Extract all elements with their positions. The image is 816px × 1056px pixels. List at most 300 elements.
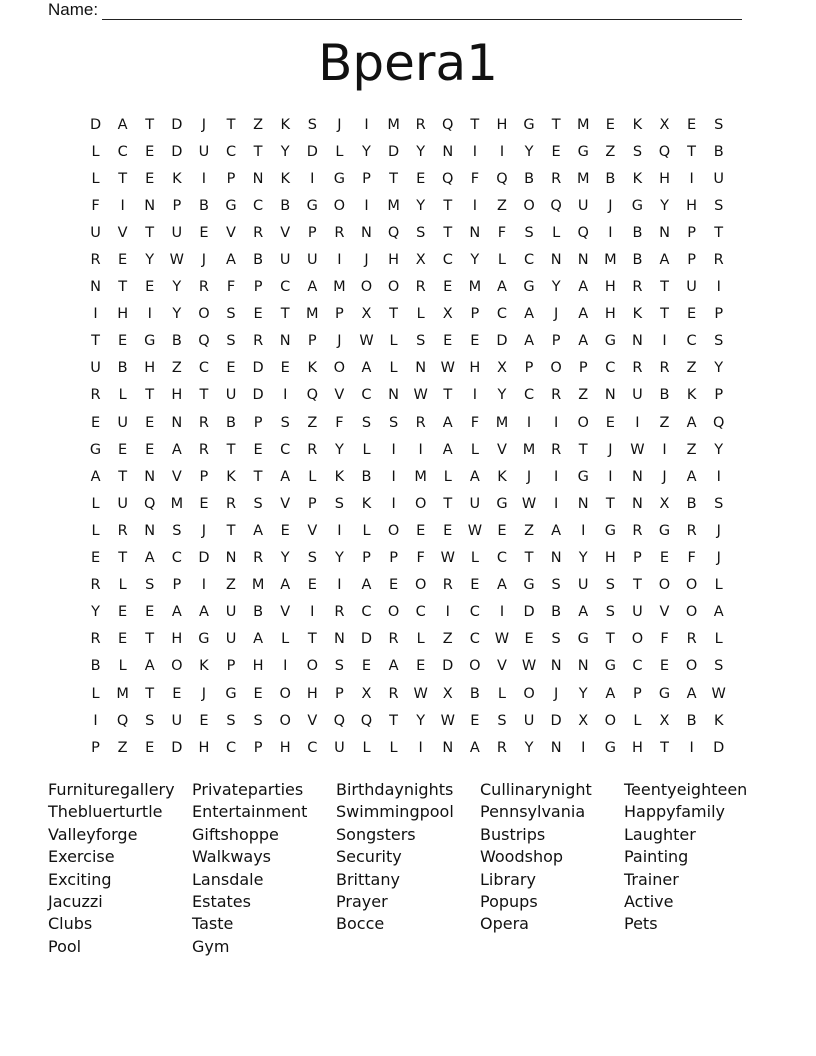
grid-letter[interactable]: V: [659, 604, 670, 621]
grid-letter[interactable]: G: [333, 170, 346, 187]
grid-letter[interactable]: L: [443, 468, 452, 485]
grid-letter[interactable]: I: [445, 604, 450, 621]
grid-letter[interactable]: K: [632, 170, 643, 187]
grid-letter[interactable]: D: [523, 604, 535, 621]
grid-letter[interactable]: S: [307, 116, 317, 133]
grid-letter[interactable]: V: [280, 495, 291, 512]
grid-letter[interactable]: Q: [306, 387, 318, 404]
grid-letter[interactable]: N: [252, 170, 264, 187]
grid-letter[interactable]: O: [550, 360, 562, 377]
grid-letter[interactable]: M: [495, 414, 509, 431]
grid-letter[interactable]: E: [145, 143, 155, 160]
grid-letter[interactable]: A: [659, 252, 670, 269]
grid-letter[interactable]: X: [442, 685, 453, 702]
grid-letter[interactable]: F: [470, 170, 480, 187]
grid-letter[interactable]: T: [226, 441, 236, 458]
grid-letter[interactable]: R: [90, 252, 101, 269]
name-blank-line[interactable]: [102, 3, 742, 20]
grid-letter[interactable]: V: [307, 712, 318, 729]
grid-letter[interactable]: I: [608, 468, 613, 485]
grid-letter[interactable]: G: [604, 522, 616, 539]
grid-letter[interactable]: N: [631, 468, 643, 485]
grid-letter[interactable]: E: [416, 658, 426, 675]
grid-letter[interactable]: I: [93, 712, 98, 729]
grid-letter[interactable]: R: [415, 279, 426, 296]
grid-letter[interactable]: I: [283, 387, 288, 404]
grid-letter[interactable]: B: [253, 252, 264, 269]
grid-letter[interactable]: P: [633, 685, 642, 702]
grid-letter[interactable]: E: [145, 441, 155, 458]
grid-letter[interactable]: L: [335, 143, 344, 160]
grid-letter[interactable]: Y: [714, 360, 724, 377]
grid-letter[interactable]: T: [660, 306, 669, 323]
grid-letter[interactable]: D: [252, 360, 264, 377]
grid-letter[interactable]: P: [687, 252, 696, 269]
grid-letter[interactable]: Z: [496, 197, 507, 214]
grid-letter[interactable]: Q: [333, 712, 346, 729]
grid-letter[interactable]: O: [414, 495, 427, 512]
grid-letter[interactable]: A: [578, 604, 589, 621]
grid-letter[interactable]: J: [364, 252, 369, 269]
grid-letter[interactable]: P: [226, 170, 236, 187]
grid-letter[interactable]: O: [685, 577, 698, 594]
grid-letter[interactable]: R: [415, 116, 426, 133]
grid-letter[interactable]: J: [526, 468, 532, 485]
grid-letter[interactable]: R: [551, 387, 562, 404]
grid-letter[interactable]: I: [526, 414, 532, 431]
grid-letter[interactable]: O: [279, 712, 291, 729]
grid-letter[interactable]: T: [443, 387, 453, 404]
grid-letter[interactable]: Y: [280, 143, 290, 160]
grid-letter[interactable]: D: [387, 143, 400, 160]
grid-letter[interactable]: I: [689, 739, 694, 756]
grid-letter[interactable]: O: [658, 577, 671, 594]
grid-letter[interactable]: T: [605, 631, 615, 648]
grid-letter[interactable]: R: [659, 360, 670, 377]
grid-letter[interactable]: U: [117, 414, 128, 431]
grid-letter[interactable]: L: [118, 658, 127, 675]
grid-letter[interactable]: T: [632, 577, 642, 594]
grid-letter[interactable]: E: [90, 550, 101, 567]
grid-letter[interactable]: E: [470, 712, 480, 729]
grid-letter[interactable]: B: [226, 414, 236, 431]
grid-letter[interactable]: G: [144, 333, 156, 350]
grid-letter[interactable]: C: [469, 631, 480, 648]
grid-letter[interactable]: C: [198, 360, 209, 377]
grid-letter[interactable]: Z: [307, 414, 318, 431]
grid-letter[interactable]: H: [604, 306, 616, 323]
grid-letter[interactable]: P: [578, 360, 588, 377]
grid-letter[interactable]: O: [360, 279, 373, 296]
grid-letter[interactable]: R: [713, 252, 724, 269]
grid-letter[interactable]: R: [415, 414, 426, 431]
grid-letter[interactable]: U: [686, 279, 697, 296]
grid-letter[interactable]: Q: [550, 197, 562, 214]
grid-letter[interactable]: V: [496, 658, 507, 675]
grid-letter[interactable]: S: [307, 550, 317, 567]
grid-letter[interactable]: R: [307, 441, 318, 458]
grid-letter[interactable]: R: [442, 577, 453, 594]
grid-letter[interactable]: C: [361, 604, 372, 621]
grid-letter[interactable]: Y: [524, 143, 534, 160]
grid-letter[interactable]: U: [306, 252, 318, 269]
grid-letter[interactable]: X: [659, 116, 670, 133]
grid-letter[interactable]: L: [118, 577, 127, 594]
grid-letter[interactable]: Q: [442, 116, 454, 133]
grid-letter[interactable]: X: [442, 306, 453, 323]
grid-letter[interactable]: D: [496, 333, 508, 350]
grid-letter[interactable]: I: [499, 604, 505, 621]
grid-letter[interactable]: R: [253, 333, 264, 350]
grid-letter[interactable]: A: [171, 604, 182, 621]
grid-letter[interactable]: A: [686, 468, 697, 485]
grid-letter[interactable]: I: [581, 739, 586, 756]
grid-letter[interactable]: S: [416, 333, 426, 350]
grid-letter[interactable]: K: [280, 116, 290, 133]
grid-letter[interactable]: P: [389, 550, 398, 567]
grid-letter[interactable]: K: [307, 360, 318, 377]
grid-letter[interactable]: E: [470, 577, 480, 594]
grid-letter[interactable]: I: [391, 441, 396, 458]
grid-letter[interactable]: H: [604, 279, 616, 296]
grid-letter[interactable]: I: [581, 522, 586, 539]
grid-letter[interactable]: O: [333, 360, 346, 377]
grid-letter[interactable]: J: [337, 333, 342, 350]
grid-letter[interactable]: M: [387, 116, 400, 133]
grid-letter[interactable]: B: [280, 197, 291, 214]
grid-letter[interactable]: Z: [524, 522, 535, 539]
grid-letter[interactable]: P: [551, 333, 561, 350]
grid-letter[interactable]: A: [253, 522, 264, 539]
grid-letter[interactable]: L: [91, 685, 100, 702]
grid-letter[interactable]: B: [524, 170, 535, 187]
grid-letter[interactable]: T: [226, 116, 236, 133]
grid-letter[interactable]: G: [306, 197, 318, 214]
grid-letter[interactable]: T: [226, 522, 236, 539]
grid-letter[interactable]: T: [145, 387, 155, 404]
grid-letter[interactable]: P: [307, 224, 317, 241]
grid-letter[interactable]: Y: [280, 550, 290, 567]
grid-letter[interactable]: C: [469, 604, 480, 621]
grid-letter[interactable]: S: [334, 495, 344, 512]
grid-letter[interactable]: Y: [416, 143, 426, 160]
grid-letter[interactable]: W: [440, 712, 455, 729]
grid-letter[interactable]: Y: [334, 550, 344, 567]
grid-letter[interactable]: M: [306, 306, 319, 323]
grid-letter[interactable]: Q: [198, 333, 210, 350]
grid-letter[interactable]: E: [199, 495, 209, 512]
grid-letter[interactable]: B: [361, 468, 372, 485]
grid-letter[interactable]: R: [388, 685, 399, 702]
grid-letter[interactable]: V: [226, 224, 236, 241]
grid-letter[interactable]: Z: [117, 739, 128, 756]
grid-letter[interactable]: R: [388, 631, 399, 648]
grid-letter[interactable]: T: [118, 468, 128, 485]
grid-letter[interactable]: X: [361, 685, 372, 702]
grid-letter[interactable]: M: [468, 279, 482, 296]
grid-letter[interactable]: U: [632, 387, 643, 404]
grid-letter[interactable]: Y: [551, 279, 561, 296]
grid-letter[interactable]: G: [577, 143, 589, 160]
grid-letter[interactable]: N: [550, 739, 562, 756]
grid-letter[interactable]: P: [335, 306, 344, 323]
grid-letter[interactable]: T: [578, 441, 588, 458]
grid-letter[interactable]: R: [253, 550, 264, 567]
grid-letter[interactable]: K: [361, 495, 372, 512]
grid-letter[interactable]: E: [388, 577, 399, 594]
grid-letter[interactable]: Z: [253, 116, 264, 133]
grid-letter[interactable]: L: [416, 306, 425, 323]
grid-letter[interactable]: Z: [442, 631, 453, 648]
grid-letter[interactable]: N: [604, 387, 616, 404]
grid-letter[interactable]: M: [251, 577, 265, 594]
grid-letter[interactable]: M: [333, 279, 346, 296]
grid-letter[interactable]: I: [554, 414, 559, 431]
grid-letter[interactable]: Q: [496, 170, 508, 187]
grid-letter[interactable]: R: [90, 577, 101, 594]
grid-letter[interactable]: Y: [172, 306, 182, 323]
grid-letter[interactable]: G: [631, 197, 644, 214]
grid-letter[interactable]: Y: [578, 685, 588, 702]
grid-letter[interactable]: F: [497, 224, 507, 241]
grid-letter[interactable]: I: [337, 577, 342, 594]
grid-letter[interactable]: E: [280, 522, 290, 539]
grid-letter[interactable]: P: [307, 495, 317, 512]
grid-letter[interactable]: N: [631, 333, 643, 350]
grid-letter[interactable]: R: [496, 739, 507, 756]
grid-letter[interactable]: N: [577, 495, 589, 512]
grid-letter[interactable]: H: [252, 658, 264, 675]
grid-letter[interactable]: Q: [658, 143, 671, 160]
grid-letter[interactable]: V: [496, 441, 507, 458]
grid-letter[interactable]: J: [337, 116, 342, 133]
grid-letter[interactable]: G: [225, 197, 237, 214]
grid-letter[interactable]: T: [389, 712, 398, 729]
grid-letter[interactable]: I: [147, 306, 152, 323]
grid-letter[interactable]: P: [253, 739, 263, 756]
grid-letter[interactable]: I: [472, 197, 477, 214]
grid-letter[interactable]: D: [89, 116, 102, 133]
grid-letter[interactable]: X: [361, 306, 372, 323]
grid-letter[interactable]: N: [577, 252, 589, 269]
grid-letter[interactable]: T: [145, 224, 155, 241]
grid-letter[interactable]: A: [524, 333, 534, 350]
grid-letter[interactable]: I: [554, 468, 559, 485]
grid-letter[interactable]: P: [633, 550, 642, 567]
grid-letter[interactable]: G: [523, 577, 535, 594]
grid-letter[interactable]: R: [686, 522, 697, 539]
grid-letter[interactable]: W: [494, 631, 510, 648]
grid-letter[interactable]: X: [578, 712, 589, 729]
grid-letter[interactable]: A: [496, 279, 507, 296]
grid-letter[interactable]: R: [632, 279, 643, 296]
grid-letter[interactable]: O: [387, 279, 400, 296]
grid-letter[interactable]: T: [145, 685, 155, 702]
grid-letter[interactable]: S: [253, 712, 263, 729]
grid-letter[interactable]: B: [551, 604, 562, 621]
grid-letter[interactable]: B: [198, 197, 209, 214]
grid-letter[interactable]: Q: [442, 170, 454, 187]
grid-letter[interactable]: W: [169, 252, 184, 269]
grid-letter[interactable]: C: [523, 387, 535, 404]
grid-letter[interactable]: M: [576, 170, 590, 187]
grid-letter[interactable]: N: [469, 224, 481, 241]
grid-letter[interactable]: Y: [524, 739, 534, 756]
grid-letter[interactable]: O: [414, 577, 427, 594]
grid-letter[interactable]: V: [117, 224, 128, 241]
grid-letter[interactable]: M: [522, 441, 536, 458]
grid-letter[interactable]: L: [118, 387, 127, 404]
grid-letter[interactable]: N: [361, 224, 372, 241]
grid-letter[interactable]: E: [416, 170, 426, 187]
grid-letter[interactable]: Y: [91, 604, 100, 621]
grid-letter[interactable]: B: [686, 712, 697, 729]
grid-letter[interactable]: Q: [577, 224, 589, 241]
grid-letter[interactable]: I: [310, 604, 315, 621]
grid-letter[interactable]: E: [118, 631, 128, 648]
grid-letter[interactable]: U: [523, 712, 535, 729]
grid-letter[interactable]: E: [687, 116, 697, 133]
grid-letter[interactable]: I: [418, 739, 423, 756]
grid-letter[interactable]: J: [554, 306, 559, 323]
grid-letter[interactable]: T: [145, 631, 155, 648]
grid-letter[interactable]: L: [362, 522, 371, 539]
grid-letter[interactable]: O: [685, 604, 698, 621]
grid-letter[interactable]: I: [364, 116, 369, 133]
grid-letter[interactable]: A: [361, 360, 372, 377]
grid-letter[interactable]: G: [658, 522, 671, 539]
grid-letter[interactable]: C: [632, 658, 643, 675]
grid-letter[interactable]: A: [171, 441, 182, 458]
grid-letter[interactable]: L: [389, 333, 398, 350]
grid-letter[interactable]: Z: [686, 360, 697, 377]
grid-letter[interactable]: Q: [387, 224, 400, 241]
grid-letter[interactable]: H: [279, 739, 291, 756]
grid-letter[interactable]: Z: [171, 360, 182, 377]
grid-letter[interactable]: C: [117, 143, 128, 160]
grid-letter[interactable]: I: [201, 577, 207, 594]
grid-letter[interactable]: A: [226, 252, 236, 269]
grid-letter[interactable]: O: [171, 658, 183, 675]
grid-letter[interactable]: F: [91, 197, 100, 214]
grid-letter[interactable]: I: [608, 224, 613, 241]
grid-letter[interactable]: D: [171, 116, 183, 133]
grid-letter[interactable]: C: [523, 252, 535, 269]
grid-letter[interactable]: N: [90, 279, 101, 296]
grid-letter[interactable]: D: [171, 143, 183, 160]
grid-letter[interactable]: E: [687, 306, 697, 323]
grid-letter[interactable]: T: [280, 306, 290, 323]
grid-letter[interactable]: H: [469, 360, 481, 377]
grid-letter[interactable]: P: [226, 658, 236, 675]
grid-letter[interactable]: P: [524, 360, 534, 377]
grid-letter[interactable]: I: [689, 170, 694, 187]
grid-letter[interactable]: G: [658, 685, 671, 702]
grid-letter[interactable]: I: [93, 306, 98, 323]
grid-letter[interactable]: E: [172, 685, 182, 702]
grid-letter[interactable]: L: [633, 712, 642, 729]
grid-letter[interactable]: R: [334, 604, 345, 621]
grid-letter[interactable]: N: [144, 468, 156, 485]
grid-letter[interactable]: H: [171, 387, 183, 404]
grid-letter[interactable]: J: [201, 252, 207, 269]
grid-letter[interactable]: G: [89, 441, 102, 458]
grid-letter[interactable]: S: [605, 604, 615, 621]
grid-letter[interactable]: K: [334, 468, 345, 485]
grid-letter[interactable]: E: [443, 522, 453, 539]
grid-letter[interactable]: I: [310, 170, 315, 187]
grid-letter[interactable]: U: [225, 387, 237, 404]
grid-letter[interactable]: F: [335, 414, 344, 431]
grid-letter[interactable]: C: [280, 441, 291, 458]
grid-letter[interactable]: E: [145, 170, 155, 187]
grid-letter[interactable]: S: [497, 712, 507, 729]
grid-letter[interactable]: T: [524, 550, 534, 567]
grid-letter[interactable]: R: [198, 279, 209, 296]
grid-letter[interactable]: I: [337, 252, 342, 269]
grid-letter[interactable]: A: [551, 522, 562, 539]
grid-letter[interactable]: S: [714, 495, 724, 512]
grid-letter[interactable]: A: [469, 739, 480, 756]
grid-letter[interactable]: P: [91, 739, 100, 756]
grid-letter[interactable]: X: [659, 712, 670, 729]
grid-letter[interactable]: N: [225, 550, 237, 567]
grid-letter[interactable]: D: [198, 550, 210, 567]
grid-letter[interactable]: I: [418, 441, 423, 458]
grid-letter[interactable]: U: [171, 712, 183, 729]
grid-letter[interactable]: E: [118, 604, 128, 621]
grid-letter[interactable]: N: [144, 522, 156, 539]
grid-letter[interactable]: U: [469, 495, 481, 512]
grid-letter[interactable]: J: [201, 116, 207, 133]
grid-letter[interactable]: C: [686, 333, 697, 350]
grid-letter[interactable]: E: [90, 414, 101, 431]
grid-letter[interactable]: Y: [497, 387, 507, 404]
grid-letter[interactable]: W: [630, 441, 645, 458]
grid-letter[interactable]: I: [337, 522, 342, 539]
grid-letter[interactable]: F: [660, 631, 669, 648]
grid-letter[interactable]: H: [604, 550, 616, 567]
grid-letter[interactable]: E: [470, 333, 480, 350]
grid-letter[interactable]: J: [662, 468, 667, 485]
grid-letter[interactable]: K: [632, 116, 643, 133]
grid-letter[interactable]: B: [632, 224, 643, 241]
grid-letter[interactable]: L: [714, 577, 723, 594]
grid-letter[interactable]: T: [91, 333, 100, 350]
grid-letter[interactable]: E: [416, 522, 426, 539]
grid-letter[interactable]: R: [198, 441, 209, 458]
grid-letter[interactable]: L: [362, 739, 371, 756]
grid-letter[interactable]: H: [117, 306, 129, 323]
grid-letter[interactable]: G: [225, 685, 237, 702]
grid-letter[interactable]: T: [714, 224, 724, 241]
grid-letter[interactable]: Q: [712, 414, 725, 431]
grid-letter[interactable]: Y: [578, 550, 588, 567]
grid-letter[interactable]: P: [714, 306, 724, 323]
grid-letter[interactable]: N: [171, 414, 183, 431]
grid-letter[interactable]: U: [225, 604, 237, 621]
grid-letter[interactable]: T: [605, 495, 615, 512]
grid-letter[interactable]: P: [253, 414, 263, 431]
grid-letter[interactable]: Q: [360, 712, 373, 729]
grid-letter[interactable]: R: [551, 441, 562, 458]
grid-letter[interactable]: I: [391, 468, 396, 485]
grid-letter[interactable]: L: [416, 631, 425, 648]
grid-letter[interactable]: T: [660, 279, 669, 296]
grid-letter[interactable]: U: [171, 224, 183, 241]
grid-letter[interactable]: G: [604, 333, 616, 350]
grid-letter[interactable]: R: [90, 631, 101, 648]
